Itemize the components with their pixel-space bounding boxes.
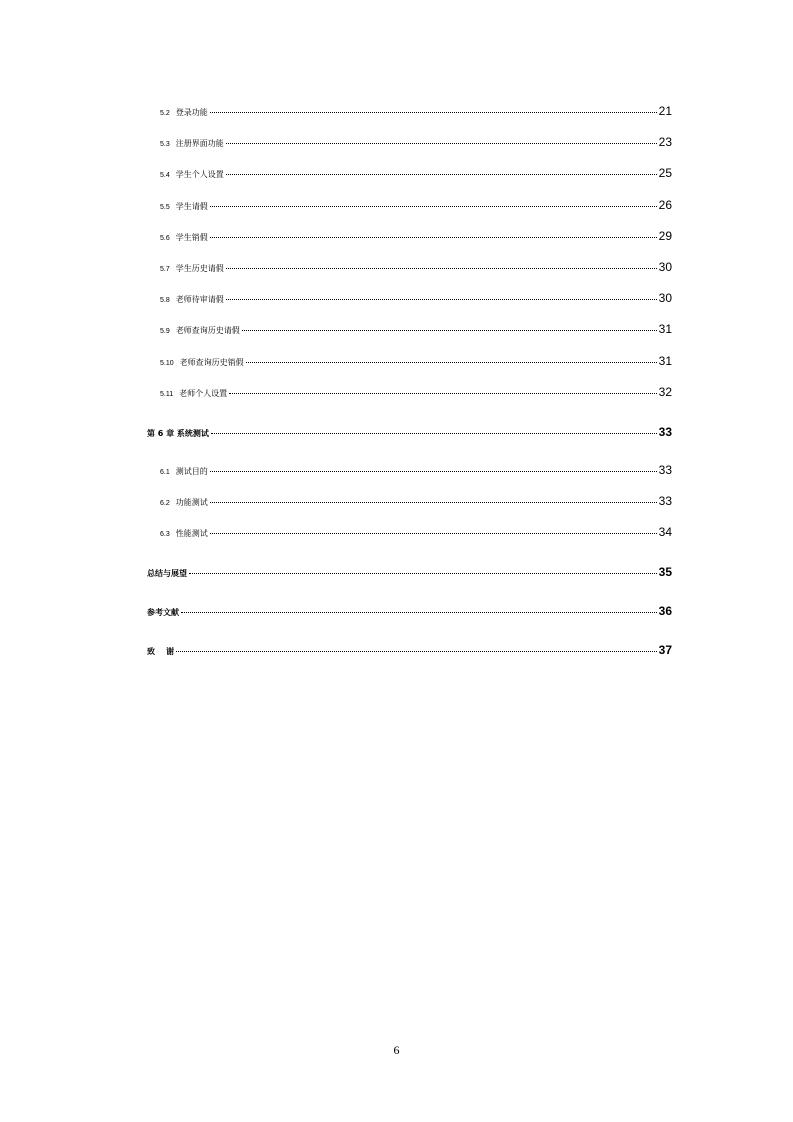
toc-entry-title: 老师待审请假 — [175, 295, 224, 304]
toc-entry-title: 注册界面功能 — [175, 139, 224, 148]
toc-entry-5-11[interactable] — [160, 385, 672, 399]
dot-leader — [210, 112, 657, 113]
toc-entry-number: 6.2 — [160, 500, 170, 507]
dot-leader — [210, 471, 657, 472]
dot-leader — [211, 433, 657, 434]
toc-entry-5-8[interactable] — [160, 291, 672, 305]
toc-entry-number: 5.3 — [160, 141, 170, 148]
dot-leader — [181, 612, 657, 613]
toc-entry-number: 6.3 — [160, 531, 170, 538]
toc-entry-number: 5.6 — [160, 235, 170, 242]
toc-entry-title: 学生请假 — [175, 202, 208, 211]
toc-entry-title: 学生个人设置 — [175, 170, 224, 179]
dot-leader — [210, 206, 657, 207]
toc-entry-page: 36 — [658, 604, 672, 618]
toc-entry-title: 登录功能 — [175, 108, 208, 117]
toc-entry-title: 致 谢 — [147, 647, 175, 656]
dot-leader — [210, 533, 657, 534]
toc-entry-number: 5.7 — [160, 266, 170, 273]
dot-leader — [242, 330, 657, 331]
toc-chapter-6[interactable] — [147, 425, 672, 439]
dot-leader — [210, 237, 657, 238]
toc-entry-5-6[interactable] — [160, 229, 672, 243]
dot-leader — [226, 299, 657, 300]
toc-entry-number: 5.8 — [160, 297, 170, 304]
toc-entry-title: 总结与展望 — [147, 569, 187, 578]
toc-entry-number: 5.9 — [160, 328, 170, 335]
toc-entry-page: 21 — [658, 104, 672, 118]
toc-entry-5-3[interactable] — [160, 135, 672, 149]
toc-chapter-references[interactable] — [147, 604, 672, 618]
toc-entry-title: 老师个人设置 — [179, 389, 228, 398]
toc-entry-page: 33 — [658, 425, 672, 439]
toc-entry-page: 26 — [658, 198, 672, 212]
toc-entry-number: 5.4 — [160, 172, 170, 179]
toc-entry-page: 31 — [658, 354, 672, 368]
toc-entry-6-3[interactable] — [160, 525, 672, 539]
dot-leader — [229, 393, 657, 394]
toc-entry-5-10[interactable] — [160, 354, 672, 368]
toc-entry-6-1[interactable] — [160, 463, 672, 477]
toc-entry-title: 第 6 章 系统测试 — [147, 429, 209, 438]
toc-entry-5-4[interactable] — [160, 166, 672, 180]
toc-entry-5-7[interactable] — [160, 260, 672, 274]
toc-entry-title: 性能测试 — [175, 529, 208, 538]
toc-entry-page: 23 — [658, 135, 672, 149]
toc-entry-number: 5.11 — [160, 391, 174, 398]
toc-entry-title: 学生销假 — [175, 233, 208, 242]
toc-entry-title: 老师查询历史销假 — [179, 358, 244, 367]
toc-chapter-acknowledgements[interactable] — [147, 643, 672, 657]
toc-entry-number: 6.1 — [160, 469, 170, 476]
toc-entry-page: 35 — [658, 565, 672, 579]
toc-entry-title: 测试目的 — [175, 467, 208, 476]
toc-entry-page: 32 — [658, 385, 672, 399]
toc-entry-title: 老师查询历史请假 — [175, 326, 240, 335]
dot-leader — [226, 174, 657, 175]
toc-entry-5-5[interactable] — [160, 198, 672, 212]
toc-entry-5-9[interactable] — [160, 322, 672, 336]
toc-entry-page: 34 — [658, 525, 672, 539]
dot-leader — [226, 268, 657, 269]
toc-entry-5-2[interactable] — [160, 104, 672, 118]
toc-entry-page: 25 — [658, 166, 672, 180]
dot-leader — [176, 651, 657, 652]
page-number: 6 — [393, 1043, 400, 1057]
toc-entry-number: 5.10 — [160, 360, 174, 367]
toc-entry-title: 功能测试 — [175, 498, 208, 507]
toc-entry-page: 31 — [658, 322, 672, 336]
toc-entry-page: 37 — [658, 643, 672, 657]
dot-leader — [210, 502, 657, 503]
toc-entry-title: 学生历史请假 — [175, 264, 224, 273]
toc-entry-number: 5.2 — [160, 110, 170, 117]
toc-entry-page: 29 — [658, 229, 672, 243]
dot-leader — [246, 362, 657, 363]
toc-chapter-summary[interactable] — [147, 565, 672, 579]
toc-entry-page: 33 — [658, 494, 672, 508]
toc-entry-page: 30 — [658, 260, 672, 274]
toc-entry-page: 33 — [658, 463, 672, 477]
dot-leader — [226, 143, 657, 144]
toc-entry-page: 30 — [658, 291, 672, 305]
toc-entry-title: 参考文献 — [147, 608, 179, 617]
toc-entry-number: 5.5 — [160, 204, 170, 211]
toc-entry-6-2[interactable] — [160, 494, 672, 508]
dot-leader — [189, 573, 657, 574]
